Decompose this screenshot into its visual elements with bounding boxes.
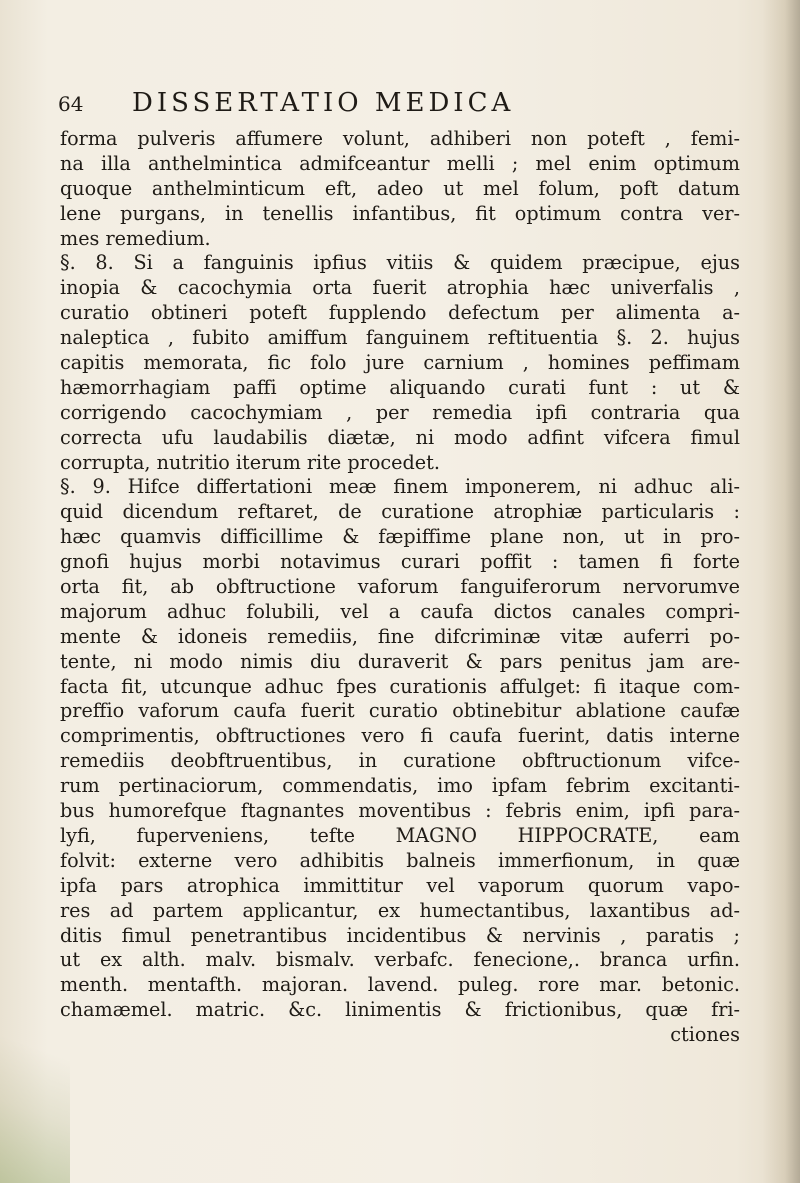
text-line: orta fit, ab obftructione vaforum fanguiferorum nervorumve [60,575,740,599]
text-line: tente, ni modo nimis diu duraverit & pars penitus jam are- [60,649,740,673]
text-line: facta fit, utcunque adhuc fpes curationis affulget: fi itaque com- [60,674,740,698]
page-header [58,88,698,122]
text-line: lene purgans, in tenellis infantibus, fit optimum contra ver- [60,201,740,225]
running-title: DISSERTATIO MEDICA [132,88,515,118]
text-line: chamæmel. matric. &c. linimentis & frictionibus, quæ fri- [60,998,740,1022]
text-line: menth. mentafth. majoran. lavend. puleg. rore mar. betonic. [60,973,740,997]
text-line: majorum adhuc folubili, vel a caufa dictos canales compri- [60,599,740,623]
text-line: forma pulveris affumere volunt, adhiberi non poteft , femi- [60,127,740,150]
body-text [60,127,740,1048]
text-line: correcta ufu laudabilis diætæ, ni modo adfint vifcera fimul [60,425,740,449]
text-line: mente & idoneis remediis, fine difcriminæ vitæ auferri po- [60,624,740,648]
text-line: corrigendo cacochymiam , per remedia ipfi contraria qua [60,400,740,424]
text-line: remediis deobftruentibus, in curatione obftructionum vifce- [60,749,740,773]
text-line: comprimentis, obftructiones vero fi caufa fuerint, datis interne [60,724,740,748]
text-line: na illa anthelmintica admifceantur melli ; mel enim optimum [60,151,740,175]
text-line: naleptica , fubito amiffum fanguinem reftituentia §. 2. hujus [60,326,740,350]
text-line: hæc quamvis difficillime & fæpiffime plane non, ut in pro- [60,525,740,549]
text-line: bus humorefque ftagnantes moventibus : febris enim, ipfi para- [60,799,740,823]
text-line: rum pertinaciorum, commendatis, imo ipfam febrim excitanti- [60,774,740,798]
text-line: inopia & cacochymia orta fuerit atrophia hæc univerfalis , [60,276,740,300]
text-line: folvit: externe vero adhibitis balneis immerfionum, in quæ [60,848,740,872]
text-line: preffio vaforum caufa fuerit curatio obtinebitur ablatione caufæ [60,699,740,723]
text-line: mes remedium. [60,226,211,250]
text-line: hæmorrhagiam paffi optime aliquando curati funt : ut & [60,375,740,399]
page-edge-shadow [762,0,800,1183]
text-line: lyfi, fuperveniens, tefte MAGNO HIPPOCRATE, eam [60,823,740,847]
text-line: capitis memorata, fic folo jure carnium , homines peffimam [60,351,740,375]
page-number: 64 [58,92,84,116]
text-line: §. 8. Si a fanguinis ipfius vitiis & quidem præcipue, ejus [60,251,740,275]
text-line: gnofi hujus morbi notavimus curari poffit : tamen fi forte [60,550,740,574]
text-line: ut ex alth. malv. bismalv. verbafc. fenecione,. branca urfin. [60,948,740,972]
text-line: ditis fimul penetrantibus incidentibus & nervinis , paratis ; [60,923,740,947]
catchword: ctiones [670,1023,740,1047]
text-line: quoque anthelminticum eft, adeo ut mel folum, poft datum [60,176,740,200]
text-line: quid dicendum reftaret, de curatione atrophiæ particularis : [60,500,740,524]
text-line: res ad partem applicantur, ex humectantibus, laxantibus ad- [60,898,740,922]
text-line: curatio obtineri poteft fupplendo defectum per alimenta a- [60,301,740,325]
text-line: ipfa pars atrophica immittitur vel vaporum quorum vapo- [60,873,740,897]
text-line: §. 9. Hifce differtationi meæ finem imponerem, ni adhuc ali- [60,475,740,499]
text-line: corrupta, nutritio iterum rite procedet. [60,450,440,474]
